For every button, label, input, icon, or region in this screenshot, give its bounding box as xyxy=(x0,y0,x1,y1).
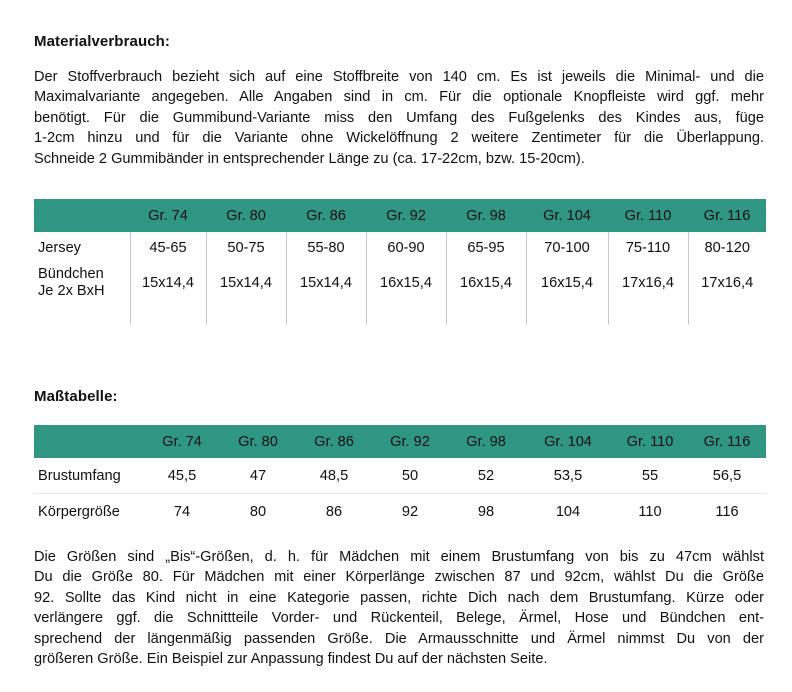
table-cell: 116 xyxy=(715,503,739,520)
table-cell: 86 xyxy=(325,503,343,520)
material-line: 1-2cm hinzu und für die Variante ohne Wickelöffnung 2 weitere Zentimeter für die Überlappung. xyxy=(34,130,764,147)
header-cell: Gr. 86 xyxy=(286,199,366,232)
header-cell: Gr. 98 xyxy=(448,425,524,458)
table-cell: 80-120 xyxy=(704,239,750,256)
header-cell: Gr. 104 xyxy=(526,199,608,232)
table-cell: 17x16,4 xyxy=(608,263,688,325)
header-cell: Gr. 92 xyxy=(372,425,448,458)
row-label-line: Bündchen xyxy=(38,266,104,282)
measure-heading: Maßtabelle: xyxy=(34,388,118,405)
measure-line: 92. Sollte das Kind nicht in eine Kategorie passen, richte Dich nach dem Brustumfang. Kürze oder xyxy=(34,589,764,606)
table-cell: 16x15,4 xyxy=(366,263,446,325)
measure-line: Die Größen sind „Bis“-Größen, d. h. für Mädchen mit einem Brustumfang von bis zu 47cm wählst xyxy=(34,549,764,565)
table-cell: 74 xyxy=(173,503,191,520)
material-line: Maximalvariante angegeben. Alle Angaben sind in cm. Für die optionale Knopfleiste wird ggf. mehr xyxy=(34,89,764,106)
table-cell: 55 xyxy=(612,458,688,494)
row-label: Körpergröße xyxy=(38,503,120,520)
measure-line: größeren Größe. Ein Beispiel zur Anpassung findest Du auf der nächsten Seite. xyxy=(34,651,548,668)
header-cell: Gr. 80 xyxy=(220,425,296,458)
table-cell: 65-95 xyxy=(446,232,526,263)
table-cell: 15x14,4 xyxy=(206,263,286,325)
table-cell: 48,5 xyxy=(296,458,372,494)
table-row xyxy=(34,458,766,494)
header-cell: Gr. 74 xyxy=(144,425,220,458)
table-cell: 15x14,4 xyxy=(130,263,206,325)
table-cell: 16x15,4 xyxy=(526,263,608,325)
table-cell: 110 xyxy=(638,503,662,520)
header-cell: Gr. 74 xyxy=(130,199,206,232)
table-cell: 45-65 xyxy=(130,232,206,263)
header-cell: Gr. 98 xyxy=(446,199,526,232)
table-cell: 45,5 xyxy=(144,458,220,494)
material-paragraph xyxy=(34,67,764,169)
measure-line: sprechend der längenmäßig passenden Größe. Die Armausschnitte und Ärmel nimmst Du von der xyxy=(34,630,764,647)
header-cell: Gr. 86 xyxy=(296,425,372,458)
material-line: Schneide 2 Gummibänder in entsprechender Länge zu (ca. 17-22cm, bzw. 15-20cm). xyxy=(34,150,585,167)
material-line: benötigt. Für die Gummibund-Variante miss den Umfang des Fußgelenks des Kindes aus, füge xyxy=(34,109,764,126)
table-cell: 52 xyxy=(448,458,524,494)
table-cell: 15x14,4 xyxy=(286,263,366,325)
measure-line: verlängere ggf. die Schnittteile Vorder- und Rückenteil, Belege, Ärmel, Hose und Bündchen ent- xyxy=(34,610,764,627)
measure-table xyxy=(34,425,766,529)
measure-paragraph xyxy=(34,547,764,669)
material-table xyxy=(34,199,766,325)
table-cell: 75-110 xyxy=(608,232,688,263)
header-cell: Gr. 116 xyxy=(688,425,766,458)
header-cell: Gr. 116 xyxy=(688,199,766,232)
table-row xyxy=(34,494,766,530)
material-line: Der Stoffverbrauch bezieht sich auf eine Stoffbreite von 140 cm. Es ist jeweils die Minimal- und die xyxy=(34,69,764,85)
table-cell: 50 xyxy=(372,458,448,494)
row-label: Jersey xyxy=(34,232,130,263)
table-cell: 56,5 xyxy=(688,458,766,494)
table-cell: 16x15,4 xyxy=(446,263,526,325)
measure-line: Du die Größe 80. Für Mädchen mit einer Körperlänge zwischen 87 und 92cm, wählst Du die Größe xyxy=(34,569,764,586)
material-table-header xyxy=(34,199,766,232)
row-label-subline: Je 2x BxH xyxy=(38,283,105,299)
table-cell: 55-80 xyxy=(286,232,366,263)
table-cell: 53,5 xyxy=(524,458,612,494)
measure-table-header xyxy=(34,425,766,458)
table-cell: 50-75 xyxy=(206,232,286,263)
header-cell: Gr. 104 xyxy=(524,425,612,458)
table-cell: 17x16,4 xyxy=(701,275,754,291)
header-cell: Gr. 110 xyxy=(612,425,688,458)
table-cell: 47 xyxy=(220,458,296,494)
header-cell-empty xyxy=(34,425,144,458)
table-row xyxy=(34,263,766,325)
header-cell: Gr. 92 xyxy=(366,199,446,232)
header-cell: Gr. 110 xyxy=(608,199,688,232)
material-heading: Materialverbrauch: xyxy=(34,33,171,50)
table-cell: 60-90 xyxy=(366,232,446,263)
table-row xyxy=(34,232,766,263)
header-cell: Gr. 80 xyxy=(206,199,286,232)
table-cell: 70-100 xyxy=(526,232,608,263)
table-cell: 104 xyxy=(555,503,581,520)
row-label xyxy=(34,263,130,325)
row-label: Brustumfang xyxy=(34,458,144,494)
table-cell: 80 xyxy=(249,503,267,520)
table-cell: 92 xyxy=(401,503,419,520)
table-cell: 98 xyxy=(477,503,495,520)
header-cell-empty xyxy=(34,199,130,232)
